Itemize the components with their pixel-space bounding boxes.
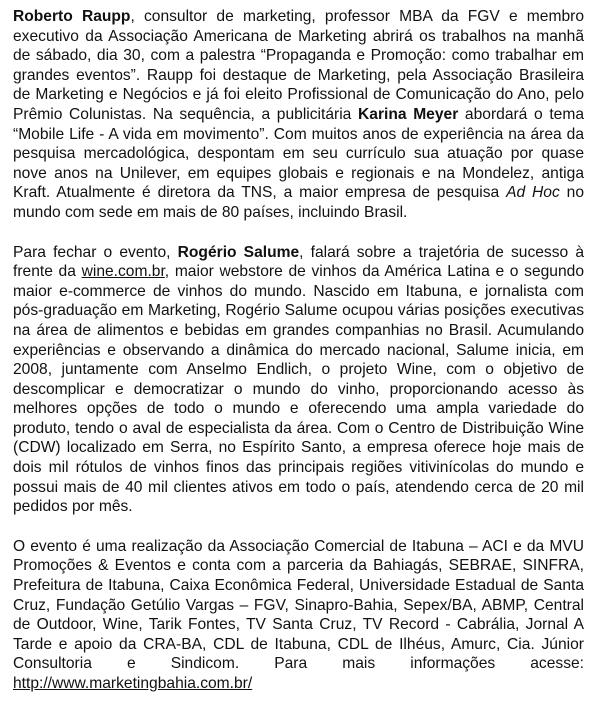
speaker-name-roberto-raupp: Roberto Raupp [13, 8, 131, 25]
paragraph-roberto-raupp [13, 7, 584, 223]
italic-term-ad-hoc: Ad Hoc [506, 184, 560, 202]
marketing-bahia-link[interactable]: http://www.marketingbahia.com.br/ [13, 675, 253, 692]
wine-website-link[interactable]: wine.com.br [81, 263, 165, 281]
paragraph-text: no mundo com sede em mais de 80 países, incluindo Brasil. [13, 184, 584, 221]
paragraph-text: , falará sobre a trajetória de sucesso à frente da [13, 243, 584, 281]
paragraph-text: , consultor de marketing, professor MBA da FGV e membro executivo da Associação Americana de Marketing abrirá os trabalhos na manhã de sábado, dia 30, com a palestra “Propaganda e Promoção: como trabalhar em grandes eventos”. Raupp foi destaque de Marketing, pela Associação Brasileira de Marketing e Negócios e já foi eleito Profissional de Comunicação do Ano, pelo Prêmio Colunistas. Na sequência, a publicitária [13, 8, 584, 123]
paragraph-text: Para fechar o evento, [13, 243, 178, 261]
speaker-name-karina-meyer: Karina Meyer [358, 105, 459, 123]
paragraph-text: abordará o tema “Mobile Life - A vida em movimento”. Com muitos anos de experiência na área da pesquisa mercadológica, despontam em seu currículo sua atuação por quase nove anos na Unilever, em equipes globais e regionais e na Mondelez, antiga Kraft. Atualmente é diretora da TNS, a maior empresa de pesquisa [13, 105, 584, 202]
paragraph-text: O evento é uma realização da Associação Comercial de Itabuna – ACI e da MVU Promoções & Eventos e conta com a parceria da Bahiagás, SEBRAE, SINFRA, Prefeitura de Itabuna, Caixa Econômica Federal, Universidade Estadual de Santa Cruz, Fundação Getúlio Vargas – FGV, Sinapro-Bahia, Sepex/BA, ABMP, Central de Outdoor, Wine, Tarik Fontes, TV Santa Cruz, TV Record - Cabrália, Jornal A Tarde e apoio da CRA-BA, CDL de Itabuna, CDL de Ilhéus, Amurc, Cia. Júnior Consultoria e Sindicom. Para mais informações acesse: [13, 537, 584, 673]
paragraph-rogerio-salume [13, 243, 584, 517]
speaker-name-rogerio-salume: Rogério Salume [177, 243, 300, 261]
paragraph-text: , maior webstore de vinhos da América Latina e o segundo maior e-commerce de vinhos do mundo. Nascido em Itabuna, e jornalista com pós-graduação em Marketing, Rogério Salume ocupou várias posições executivas na área de alimentos e bebidas em grandes companhias no Brasil. Acumulando experiências e observando a dinâmica do mercado nacional, Salume inicia, em 2008, juntamente com Anselmo Endlich, o projeto Wine, com o objetivo de descomplicar e democratizar o mundo do vinho, proporcionando acesso às melhores opções de todo o mundo e oferecendo uma ampla variedade do produto, tendo o aval de especialista da área. Com o Centro de Distribuição Wine (CDW) localizado em Serra, no Espírito Santo, a empresa oferece hoje mais de dois mil rótulos de vinhos finos das principais regiões vitivinícolas do mundo e possui mais de 40 mil clientes ativos em todo o país, atendendo cerca de 20 mil pedidos por mês. [13, 263, 584, 516]
paragraph-event-organizers [13, 537, 584, 694]
